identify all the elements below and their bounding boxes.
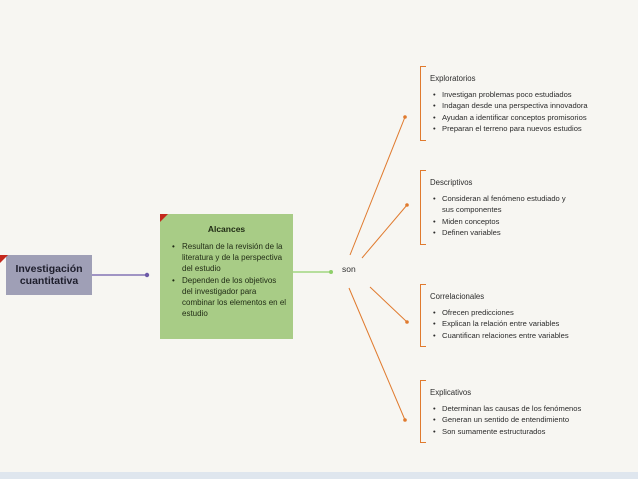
source-label: Investigación cuantitativa: [15, 263, 83, 287]
scope-to-son-dot: [329, 270, 333, 274]
investigacion-cuantitativa-box: [6, 255, 92, 295]
alcances-item: • Dependen de los objetivos del investigador para combinar los elementos en el estudio: [182, 275, 287, 319]
alcances-item: • Resultan de la revisión de la literatura y de la perspectiva del estudio: [182, 241, 287, 274]
category-title: Correlacionales: [430, 292, 485, 301]
category-bracket: [420, 170, 426, 245]
category-item: • Determinan las causas de los fenómenos: [442, 403, 620, 415]
category-item: • Investigan problemas poco estudiados: [442, 89, 620, 101]
son-connector-label: son: [342, 264, 356, 274]
category-list: [430, 193, 620, 239]
category-title: Exploratorios: [430, 74, 476, 83]
category-list: [430, 403, 620, 438]
category-list: [430, 307, 620, 342]
category-item: • Son sumamente estructurados: [442, 426, 620, 438]
category-bracket: [420, 284, 426, 347]
category-item: • Definen variables: [442, 227, 620, 239]
corner-marker: [160, 214, 168, 222]
category-item: • Generan un sentido de entendimiento: [442, 414, 620, 426]
category-item: • Cuantifican relaciones entre variables: [442, 330, 620, 342]
category-list: [430, 89, 620, 135]
alcances-title: Alcances: [207, 224, 246, 234]
category-item: • Consideran al fenómeno estudiado y sus componentes: [442, 193, 572, 216]
alcances-list: [166, 241, 287, 319]
category-exploratorios: [420, 66, 620, 141]
category-item: • Ofrecen predicciones: [442, 307, 620, 319]
source-to-scope-dot: [145, 273, 149, 277]
category-item: • Explican la relación entre variables: [442, 318, 620, 330]
alcances-box: [160, 214, 293, 339]
category-title: Descriptivos: [430, 178, 473, 187]
branch-correlacionales-line: [370, 287, 407, 322]
category-item: • Miden conceptos: [442, 216, 620, 228]
branch-exploratorios-line: [350, 117, 405, 255]
category-bracket: [420, 66, 426, 141]
branch-descriptivos-line: [362, 205, 407, 258]
category-correlacionales: [420, 284, 620, 347]
category-explicativos: [420, 380, 620, 443]
corner-marker: [0, 255, 8, 263]
branch-explicativos-line: [349, 288, 405, 420]
branch-exploratorios-dot: [403, 115, 407, 119]
category-descriptivos: [420, 170, 620, 245]
bottom-strip: [0, 472, 638, 479]
category-item: • Ayudan a identificar conceptos promisorios: [442, 112, 620, 124]
category-title: Explicativos: [430, 388, 472, 397]
category-bracket: [420, 380, 426, 443]
branch-correlacionales-dot: [405, 320, 409, 324]
category-item: • Indagan desde una perspectiva innovadora: [442, 100, 620, 112]
branch-explicativos-dot: [403, 418, 407, 422]
branch-descriptivos-dot: [405, 203, 409, 207]
category-item: • Preparan el terreno para nuevos estudios: [442, 123, 620, 135]
